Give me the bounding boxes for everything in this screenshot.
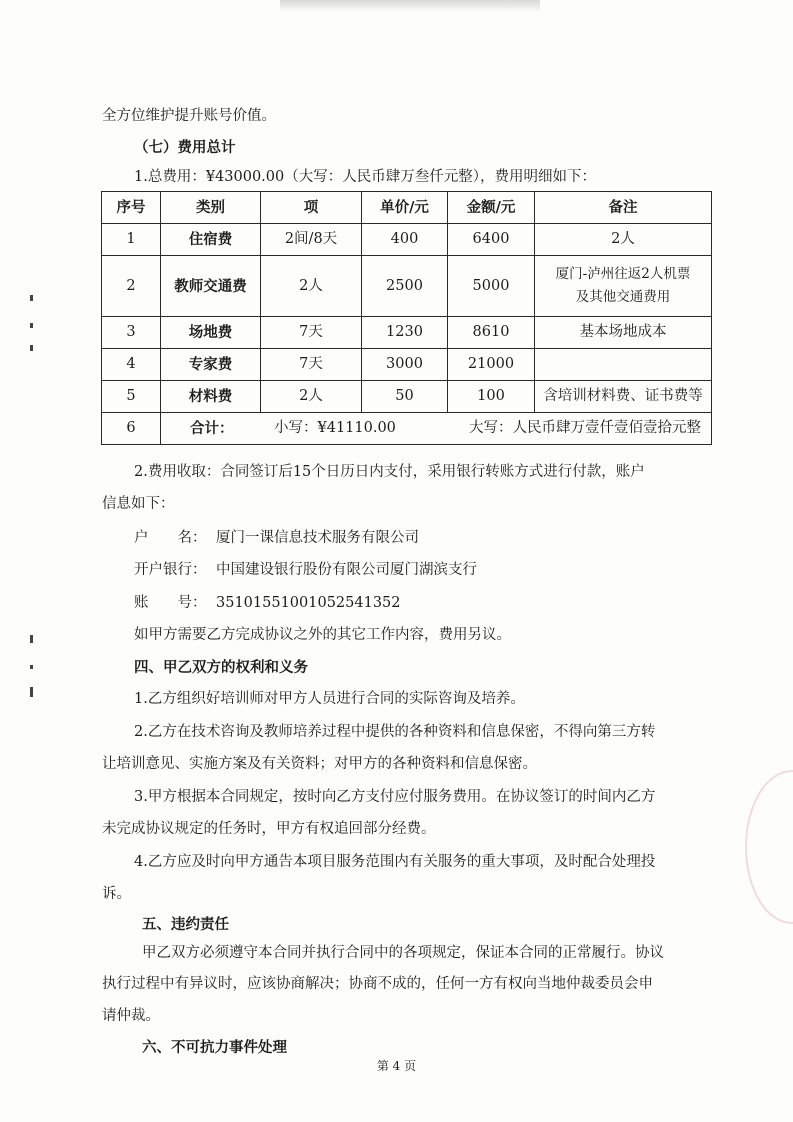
header-unit-price: 单价/元 — [362, 192, 448, 224]
cell-item: 2人 — [261, 256, 362, 317]
section5-line1: 甲乙双方必须遵守本合同并执行合同中的各项规定，保证本合同的正常履行。协议 — [142, 945, 664, 961]
cell-unit-price: 400 — [362, 224, 448, 256]
account-name-row — [134, 528, 419, 548]
cell-unit-price: 3000 — [362, 349, 448, 381]
section4-title: 四、甲乙双方的权利和义务 — [134, 659, 308, 676]
account-name-label: 户 名： — [134, 530, 207, 546]
header-amount: 金额/元 — [448, 192, 535, 224]
cell-no: 6 — [102, 413, 161, 445]
section4-item4-line1: 4.乙方应及时向甲方通告本项目服务范围内有关服务的重大事项，及时配合处理投 — [134, 854, 656, 870]
note-line-2: 及其他交通费用 — [575, 289, 671, 305]
intro-continuation: 全方位维护提升账号价值。 — [102, 108, 276, 124]
cell-no: 3 — [102, 317, 161, 349]
note-line-1: 厦门-泸州往返2人机票 — [555, 266, 691, 282]
section7-title: （七）费用总计 — [134, 139, 236, 156]
fee-table-header — [102, 192, 712, 224]
section4-item3-line2: 未完成协议规定的任务时，甲方有权追回部分经费。 — [102, 821, 436, 837]
cell-no: 4 — [102, 349, 161, 381]
account-number-row — [134, 593, 401, 613]
cell-amount: 6400 — [448, 224, 535, 256]
fee-table — [101, 191, 712, 445]
section5-line2: 执行过程中有异议时，应该协商解决；协商不成的，任何一方有权向当地仲裁委员会申 — [102, 976, 653, 992]
cell-category: 场地费 — [161, 317, 261, 349]
payment-line-1: 2.费用收取：合同签订后15个日历日内支付，采用银行转账方式进行付款，账户 — [134, 464, 645, 480]
cell-note: 基本场地成本 — [535, 317, 712, 349]
table-row — [102, 256, 712, 317]
cell-unit-price: 50 — [362, 381, 448, 413]
seal-stamp-edge — [745, 770, 793, 924]
header-item: 项 — [261, 192, 362, 224]
section4-item2-line1: 2.乙方在技术咨询及教师培养过程中提供的各种资料和信息保密，不得向第三方转 — [134, 724, 656, 740]
cell-item: 7天 — [261, 317, 362, 349]
table-row — [102, 317, 712, 349]
cell-item: 2人 — [261, 381, 362, 413]
header-note: 备注 — [535, 192, 712, 224]
account-name: 厦门一课信息技术服务有限公司 — [216, 530, 419, 546]
cell-no: 1 — [102, 224, 161, 256]
header-category: 类别 — [161, 192, 261, 224]
table-total-row — [102, 413, 712, 445]
total-big: 大写：人民币肆万壹仟壹佰壹拾元整 — [469, 420, 701, 436]
cell-category: 专家费 — [161, 349, 261, 381]
section4-item1: 1.乙方组织好培训师对甲方人员进行合同的实际咨询及培养。 — [134, 691, 525, 707]
extra-work-note: 如甲方需要乙方完成协议之外的其它工作内容，费用另议。 — [134, 627, 511, 643]
cell-category: 住宿费 — [161, 224, 261, 256]
cell-note: 2人 — [535, 224, 712, 256]
header-no: 序号 — [102, 192, 161, 224]
cell-item: 2间/8天 — [261, 224, 362, 256]
section4-item2-line2: 让培训意见、实施方案及有关资料；对甲方的各种资料和信息保密。 — [102, 756, 537, 772]
section5-title: 五、违约责任 — [142, 916, 229, 933]
total-cell — [161, 413, 712, 445]
payment-line-2: 信息如下： — [102, 496, 175, 512]
account-number: 35101551001052541352 — [216, 595, 401, 611]
section4-item3-line1: 3.甲方根据本合同规定，按时向乙方支付应付服务费用。在协议签订的时间内乙方 — [134, 789, 656, 805]
table-row — [102, 349, 712, 381]
cell-note — [535, 349, 712, 381]
binding-margin-marks — [30, 295, 38, 715]
account-number-label: 账 号： — [134, 595, 207, 611]
page-number: 第 4 页 — [376, 1059, 417, 1073]
cell-category: 材料费 — [161, 381, 261, 413]
cell-item: 7天 — [261, 349, 362, 381]
cell-amount: 21000 — [448, 349, 535, 381]
cell-unit-price: 2500 — [362, 256, 448, 317]
section6-title: 六、不可抗力事件处理 — [142, 1039, 287, 1056]
cell-amount: 5000 — [448, 256, 535, 317]
section4-item4-line2: 诉。 — [102, 886, 131, 902]
total-small: 小写：¥41110.00 — [274, 420, 396, 436]
cell-note — [535, 256, 712, 317]
account-bank: 中国建设银行股份有限公司厦门湖滨支行 — [216, 562, 477, 578]
cell-no: 2 — [102, 256, 161, 317]
scan-top-mark — [280, 0, 540, 12]
total-fee-line: 1.总费用：¥43000.00（大写：人民币肆万叁仟元整），费用明细如下： — [134, 169, 596, 185]
cell-amount: 8610 — [448, 317, 535, 349]
cell-no: 5 — [102, 381, 161, 413]
account-bank-label: 开户银行： — [134, 562, 207, 578]
cell-category: 教师交通费 — [161, 256, 261, 317]
cell-note: 含培训材料费、证书费等 — [535, 381, 712, 413]
table-row — [102, 224, 712, 256]
cell-amount: 100 — [448, 381, 535, 413]
cell-unit-price: 1230 — [362, 317, 448, 349]
section5-line3: 请仲裁。 — [102, 1008, 160, 1024]
table-row — [102, 381, 712, 413]
total-label: 合计： — [190, 420, 234, 437]
account-bank-row — [134, 560, 477, 580]
